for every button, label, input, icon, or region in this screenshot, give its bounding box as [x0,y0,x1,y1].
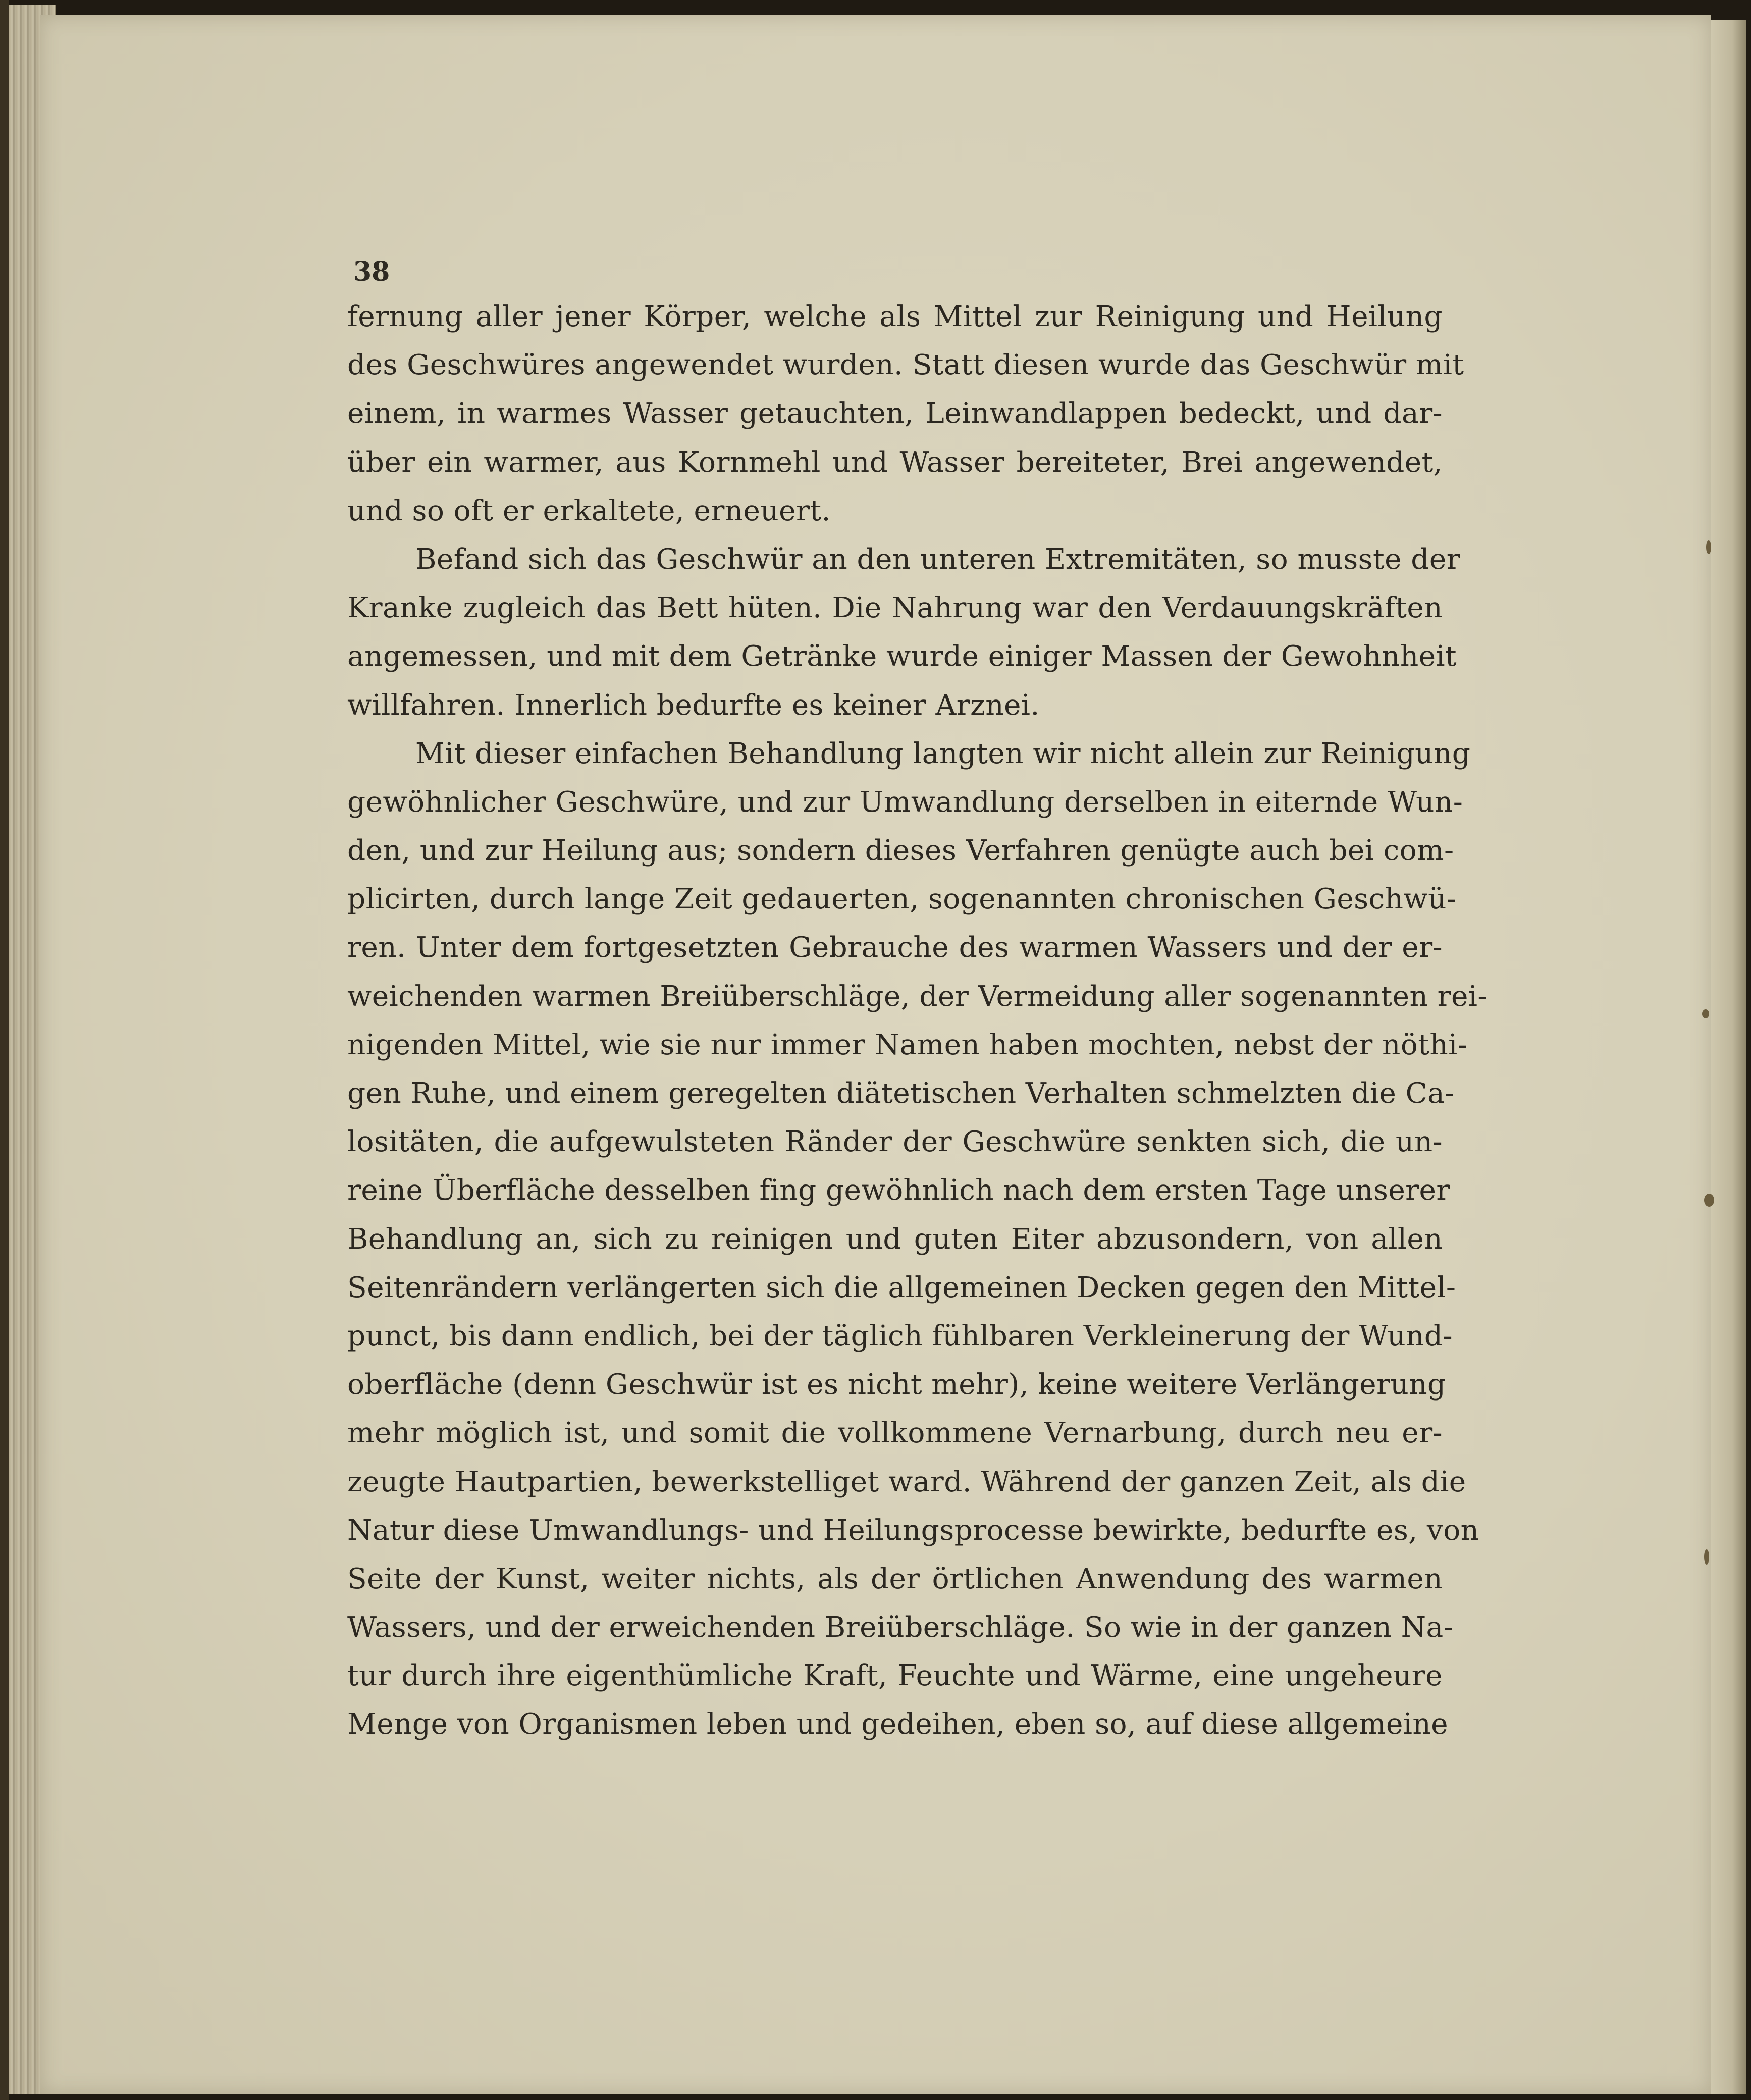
text-line: angemessen, und mit dem Getränke wurde einiger Massen der Gewohnheit [347,640,1457,673]
text-line: Natur diese Umwandlungs- und Heilungsprocesse bewirkte, bedurfte es, von [347,1514,1479,1547]
right-page-edge [1711,20,1746,2094]
margin-speck [1704,1194,1714,1207]
text-line: ren. Unter dem fortgesetzten Gebrauche des warmen Wassers und der er- [347,931,1443,964]
margin-speck [1702,1009,1709,1018]
text-line: über ein warmer, aus Kornmehl und Wasser bereiteter, Brei angewendet, [347,446,1443,479]
text-line: punct, bis dann endlich, bei der täglich fühlbaren Verkleinerung der Wund- [347,1319,1453,1353]
text-line: einem, in warmes Wasser getauchten, Leinwandlappen bedeckt, und dar- [347,397,1443,430]
text-line: zeugte Hautpartien, bewerkstelliget ward. Während der ganzen Zeit, als die [347,1465,1466,1498]
body-text [347,293,1488,1749]
text-line: lositäten, die aufgewulsteten Ränder der Geschwüre senkten sich, die un- [347,1125,1443,1159]
book-binding [0,0,9,2100]
text-line: plicirten, durch lange Zeit gedauerten, sogenannten chronischen Geschwü- [347,883,1457,916]
page-number: 38 [353,256,390,287]
text-line: willfahren. Innerlich bedurfte es keiner Arznei. [347,688,1040,722]
text-line: gewöhnlicher Geschwüre, und zur Umwandlung derselben in eiternde Wun- [347,785,1463,819]
text-line: reine Überfläche desselben fing gewöhnlich nach dem ersten Tage unserer [347,1174,1450,1207]
text-line: Behandlung an, sich zu reinigen und guten Eiter abzusondern, von allen [347,1222,1443,1256]
text-line: den, und zur Heilung aus; sondern dieses Verfahren genügte auch bei com- [347,834,1454,868]
text-line: gen Ruhe, und einem geregelten diätetischen Verhalten schmelzten die Ca- [347,1077,1455,1110]
margin-speck [1704,1549,1709,1565]
text-line: oberfläche (denn Geschwür ist es nicht mehr), keine weitere Verlängerung [347,1368,1446,1402]
text-line: Seitenrändern verlängerten sich die allgemeinen Decken gegen den Mittel- [347,1271,1456,1304]
text-line: Kranke zugleich das Bett hüten. Die Nahrung war den Verdauungskräften [347,591,1443,625]
text-line: Menge von Organismen leben und gedeihen, eben so, auf diese allgemeine [347,1708,1448,1741]
text-line: fernung aller jener Körper, welche als Mittel zur Reinigung und Heilung [347,300,1443,333]
text-line: Seite der Kunst, weiter nichts, als der örtlichen Anwendung des warmen [347,1562,1443,1595]
text-line: und so oft er erkaltete, erneuert. [347,494,831,527]
text-line: nigenden Mittel, wie sie nur immer Namen haben mochten, nebst der nöthi- [347,1028,1468,1061]
text-line: Mit dieser einfachen Behandlung langten wir nicht allein zur Reinigung [415,737,1471,770]
text-line: mehr möglich ist, und somit die vollkommene Vernarbung, durch neu er- [347,1417,1443,1450]
text-line: tur durch ihre eigenthümliche Kraft, Feuchte und Wärme, eine ungeheure [347,1659,1443,1693]
text-line: weichenden warmen Breiüberschläge, der Vermeidung aller sogenannten rei- [347,980,1488,1013]
text-line: Wassers, und der erweichenden Breiüberschläge. So wie in der ganzen Na- [347,1611,1454,1644]
text-line: des Geschwüres angewendet wurden. Statt diesen wurde das Geschwür mit [347,349,1464,382]
text-line: Befand sich das Geschwür an den unteren Extremitäten, so musste der [415,543,1461,576]
margin-speck [1706,540,1711,554]
